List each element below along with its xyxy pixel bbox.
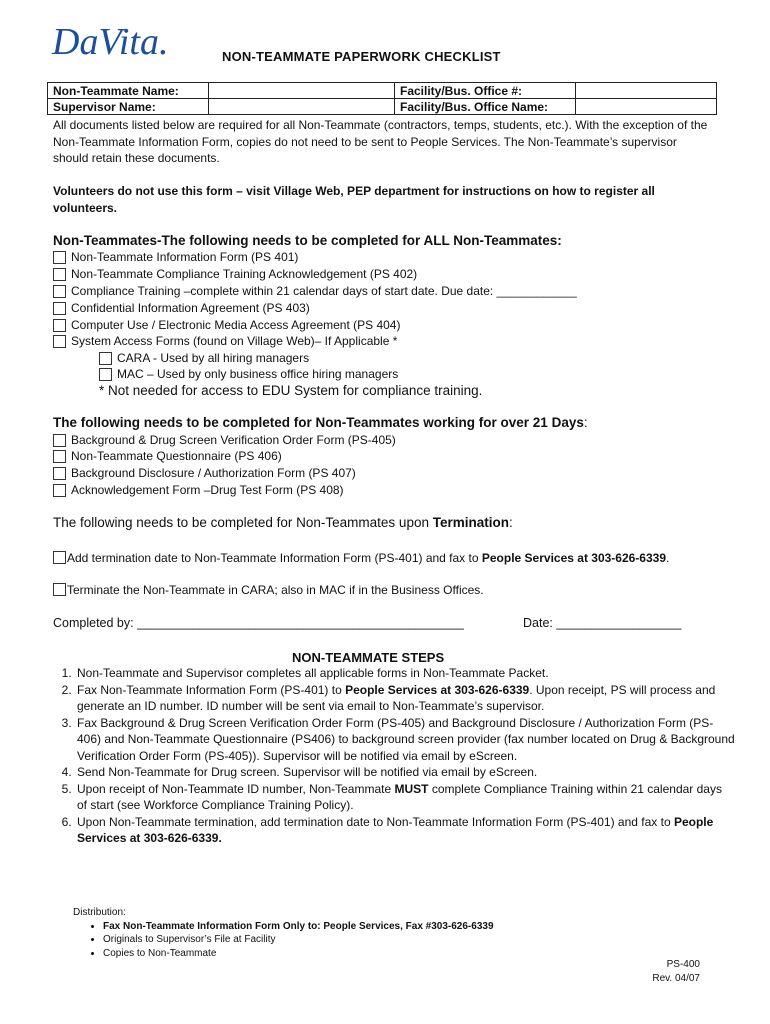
facility-number-field[interactable] bbox=[576, 83, 717, 99]
checkbox[interactable] bbox=[99, 368, 112, 381]
checkbox[interactable] bbox=[53, 268, 66, 281]
step-item: 5. Upon receipt of Non-Teammate ID number, Non-Teammate MUST complete Compliance Training within 21 calendar days of start (see Workforce Compliance Training Policy). bbox=[75, 781, 735, 814]
checkbox[interactable] bbox=[53, 285, 66, 298]
checkbox[interactable] bbox=[53, 551, 66, 564]
distribution-item: • Originals to Supervisor’s File at Facility bbox=[103, 933, 494, 947]
checkbox[interactable] bbox=[53, 335, 66, 348]
steps-list bbox=[53, 665, 735, 847]
checkbox[interactable] bbox=[53, 467, 66, 480]
section-all-heading: Non-Teammates-The following needs to be completed for ALL Non-Teammates: bbox=[53, 233, 562, 248]
checklist-item[interactable]: Non-Teammate Compliance Training Acknowledgement (PS 402) bbox=[53, 266, 417, 283]
distribution-item: • Copies to Non-Teammate bbox=[103, 947, 494, 961]
checklist-item[interactable]: Background Disclosure / Authorization Form (PS 407) bbox=[53, 465, 356, 482]
section-21-heading: The following needs to be completed for Non-Teammates working for over 21 Days: bbox=[53, 415, 588, 430]
section-termination-heading: The following needs to be completed for Non-Teammates upon Termination: bbox=[53, 515, 513, 530]
step-item: 4. Send Non-Teammate for Drug screen. Supervisor will be notified via email by eScreen. bbox=[75, 764, 735, 781]
step-item: 1. Non-Teammate and Supervisor completes all applicable forms in Non-Teammate Packet. bbox=[75, 665, 735, 682]
checklist-item[interactable]: Compliance Training –complete within 21 calendar days of start date. Due date: ____________ bbox=[53, 283, 577, 300]
checklist-item[interactable]: Background & Drug Screen Verification Order Form (PS-405) bbox=[53, 432, 396, 449]
completed-by-line: Completed by: _______________________________________________ bbox=[53, 616, 464, 630]
steps-title: NON-TEAMMATE STEPS bbox=[292, 650, 445, 665]
distribution-label: Distribution: bbox=[73, 907, 126, 918]
checkbox[interactable] bbox=[53, 251, 66, 264]
checklist-item[interactable]: Non-Teammate Information Form (PS 401) bbox=[53, 249, 298, 266]
checklist-subitem[interactable]: MAC – Used by only business office hiring managers bbox=[99, 366, 398, 383]
facility-name-field[interactable] bbox=[576, 99, 717, 115]
checklist-item[interactable]: Acknowledgement Form –Drug Test Form (PS 408) bbox=[53, 482, 344, 499]
checklist-item[interactable]: Confidential Information Agreement (PS 403) bbox=[53, 300, 310, 317]
info-table bbox=[47, 82, 717, 115]
volunteers-note: Volunteers do not use this form – visit Village Web, PEP department for instructions on how to register all volunteers. bbox=[53, 184, 655, 215]
checklist-item[interactable]: Non-Teammate Questionnaire (PS 406) bbox=[53, 448, 282, 465]
distribution-item: • Fax Non-Teammate Information Form Only to: People Services, Fax #303-626-6339 bbox=[103, 920, 494, 934]
supervisor-name-field[interactable] bbox=[209, 99, 395, 115]
facility-number-label: Facility/Bus. Office #: bbox=[395, 83, 576, 99]
checkbox[interactable] bbox=[53, 319, 66, 332]
checklist-item[interactable]: System Access Forms (found on Village Web)– If Applicable * bbox=[53, 333, 397, 350]
form-number: PS-400 bbox=[666, 959, 700, 970]
step-item: 3. Fax Background & Drug Screen Verification Order Form (PS-405) and Background Disclosure / Authorization Form (PS-406) and Non-Teammate Questionnaire (PS406) to background screen provider (fax number located on Drug & Background Verification Order Form (PS-405)). Supervisor will be notified via email by eScreen. bbox=[75, 715, 735, 765]
checklist-item[interactable]: Computer Use / Electronic Media Access Agreement (PS 404) bbox=[53, 317, 400, 334]
checkbox[interactable] bbox=[53, 450, 66, 463]
termination-item-cara[interactable]: Terminate the Non-Teammate in CARA; also in MAC if in the Business Offices. bbox=[53, 582, 715, 599]
revision-date: Rev. 04/07 bbox=[652, 973, 700, 984]
checkbox[interactable] bbox=[53, 434, 66, 447]
termination-item-fax[interactable]: Add termination date to Non-Teammate Information Form (PS-401) and fax to People Services at 303-626-6339. bbox=[53, 550, 715, 567]
checkbox[interactable] bbox=[53, 484, 66, 497]
davita-logo bbox=[50, 18, 180, 62]
edu-note: * Not needed for access to EDU System for compliance training. bbox=[99, 383, 483, 398]
page-title: NON-TEAMMATE PAPERWORK CHECKLIST bbox=[222, 49, 501, 64]
checklist-subitem[interactable]: CARA - Used by all hiring managers bbox=[99, 350, 309, 367]
distribution-block bbox=[73, 906, 494, 960]
non-teammate-name-label: Non-Teammate Name: bbox=[48, 83, 209, 99]
step-item: 6. Upon Non-Teammate termination, add termination date to Non-Teammate Information Form (PS-401) and fax to People Services at 303-626-6339. bbox=[75, 814, 735, 847]
checkbox[interactable] bbox=[53, 583, 66, 596]
logo-text: DaVita. bbox=[52, 21, 169, 62]
facility-name-label: Facility/Bus. Office Name: bbox=[395, 99, 576, 115]
completed-date-line: Date: __________________ bbox=[523, 616, 682, 630]
intro-text: All documents listed below are required for all Non-Teammate (contractors, temps, students, etc.). With the exception of the Non-Teammate Information Form, copies do not need to be sent to People Services. The Non-Teammate’s supervisor should retain these documents. bbox=[53, 118, 708, 165]
checkbox[interactable] bbox=[99, 352, 112, 365]
checkbox[interactable] bbox=[53, 302, 66, 315]
step-item: 2. Fax Non-Teammate Information Form (PS-401) to People Services at 303-626-6339. Upon receipt, PS will process and generate an ID number. ID number will be sent via email to Non-Teammate’s supervisor. bbox=[75, 682, 735, 715]
supervisor-name-label: Supervisor Name: bbox=[48, 99, 209, 115]
non-teammate-name-field[interactable] bbox=[209, 83, 395, 99]
